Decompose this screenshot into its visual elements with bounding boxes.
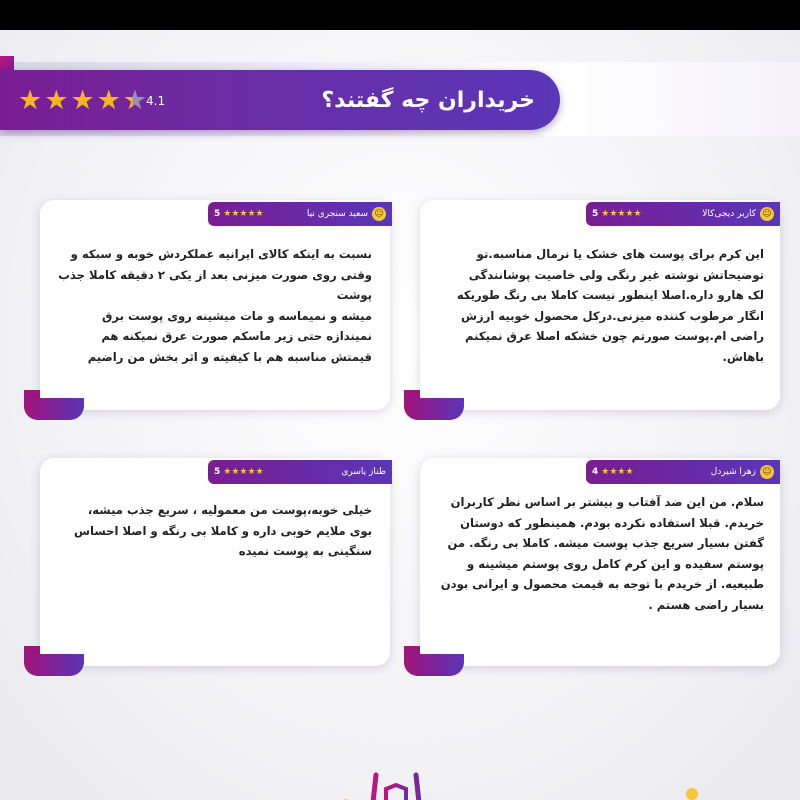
overall-rating: 4.1 bbox=[146, 94, 166, 108]
review-line: طبیعیه. از خریدم با توجه به قیمت محصول و ایرانی بودن bbox=[440, 577, 764, 591]
review-text bbox=[52, 244, 372, 367]
star-rating-icon: ★★★★ bbox=[601, 467, 634, 477]
review-line: این کرم برای پوست های خشک یا نرمال مناسبه.تو bbox=[476, 247, 764, 261]
review-line: بوی ملایم خوبی داره و کاملا بی رنگه و اصلا احساس bbox=[73, 523, 372, 538]
review-line: قیمتش مناسبه هم با کیفیته و اثر بخش من راضیم bbox=[87, 349, 372, 364]
review-line: سنگینی به پوست نمیده bbox=[238, 544, 372, 558]
card-decor bbox=[404, 654, 464, 676]
review-line: وقتی روی صورت میزنی بعد از یکی ۲ دقیقه کاملا جذب پوشت bbox=[58, 267, 372, 302]
reviewer-tag bbox=[586, 202, 780, 226]
card-decor bbox=[24, 654, 84, 676]
star-icon: ★ bbox=[70, 85, 95, 116]
review-score: 5 bbox=[592, 209, 599, 219]
top-black-bar bbox=[0, 0, 800, 30]
review-line: توضیحاتش نوشته غیر رنگی ولی خاصیت پوشانندگی bbox=[468, 267, 764, 282]
reviewer-tag bbox=[208, 202, 392, 226]
review-score: 4 bbox=[592, 467, 599, 477]
review-line: سلام. من این ضد آفتاب و بیشتر بر اساس نظر کاربران bbox=[450, 495, 764, 509]
decor-dot bbox=[686, 788, 698, 800]
review-score: 5 bbox=[214, 209, 221, 219]
reviewer-name: کاربر دیجی‌کالا bbox=[702, 209, 756, 219]
review-line: بسیار راضی هستم . bbox=[648, 597, 764, 612]
review-line: پوستم سفیده و این کرم کامل روی پوستم میشینه و bbox=[467, 556, 764, 571]
review-text bbox=[52, 500, 372, 562]
star-rating-icon: ★★★★★ bbox=[223, 209, 264, 219]
star-icon: ★ bbox=[44, 85, 69, 116]
review-line: خیلی خوبه،پوست من معمولیه ، سریع جذب میشه، bbox=[87, 503, 372, 517]
reviewer-tag bbox=[586, 460, 780, 484]
review-score: 5 bbox=[214, 467, 221, 477]
page-title: خریداران چه گفتند؟ bbox=[321, 88, 535, 113]
reviewer-name: سعید سنجری نیا bbox=[306, 209, 368, 219]
review-line: انگار مرطوب کننده میزنی.درکل محصول خوبیه ارزش bbox=[461, 308, 764, 323]
review-line: میشه و نمیماسه و مات میشینه روی پوست برق bbox=[102, 308, 372, 323]
review-line: نسبت به اینکه کالای ایرانیه عملکردش خوبه و سبکه و bbox=[70, 247, 372, 261]
review-card bbox=[40, 458, 390, 666]
review-line: باهاش. bbox=[722, 349, 764, 364]
user-avatar-icon: ☺ bbox=[760, 207, 774, 221]
card-decor bbox=[24, 398, 84, 420]
user-avatar-icon: ☺ bbox=[372, 207, 386, 221]
half-star-icon: ★ bbox=[122, 85, 148, 116]
reviewer-name: زهرا شیردل bbox=[710, 467, 756, 477]
review-line: لک هارو داره.اصلا اینطور نیست کاملا بی رنگ طوریکه bbox=[456, 288, 764, 302]
user-avatar-icon: ☺ bbox=[760, 465, 774, 479]
review-line: نمیندازه حتی زیر ماسکم صورت عرق نمیکنه هم bbox=[101, 329, 372, 343]
card-decor bbox=[404, 398, 464, 420]
header-rating-stars bbox=[18, 86, 147, 116]
star-icon: ★ bbox=[96, 85, 121, 116]
reviews-page bbox=[0, 30, 800, 800]
star-rating-icon: ★★★★★ bbox=[601, 209, 642, 219]
review-text bbox=[432, 244, 764, 367]
review-line: گفتن بسیار سریع جذب پوست میشه. کاملا بی رنگه. من bbox=[447, 536, 764, 550]
review-line: خریدم. قبلا استفاده نکرده بودم. همینطور که دوستان bbox=[460, 515, 764, 530]
review-line: راضی ام.پوست صورتم چون خشکه اصلا عرق نمیکنم bbox=[465, 329, 764, 343]
sunscreen-product-icon bbox=[330, 755, 460, 800]
reviewer-tag bbox=[208, 460, 392, 484]
star-icon: ★ bbox=[18, 85, 43, 116]
review-text bbox=[432, 492, 764, 615]
star-rating-icon: ★★★★★ bbox=[223, 467, 264, 477]
reviewer-name: طناز یاسری bbox=[341, 467, 386, 477]
